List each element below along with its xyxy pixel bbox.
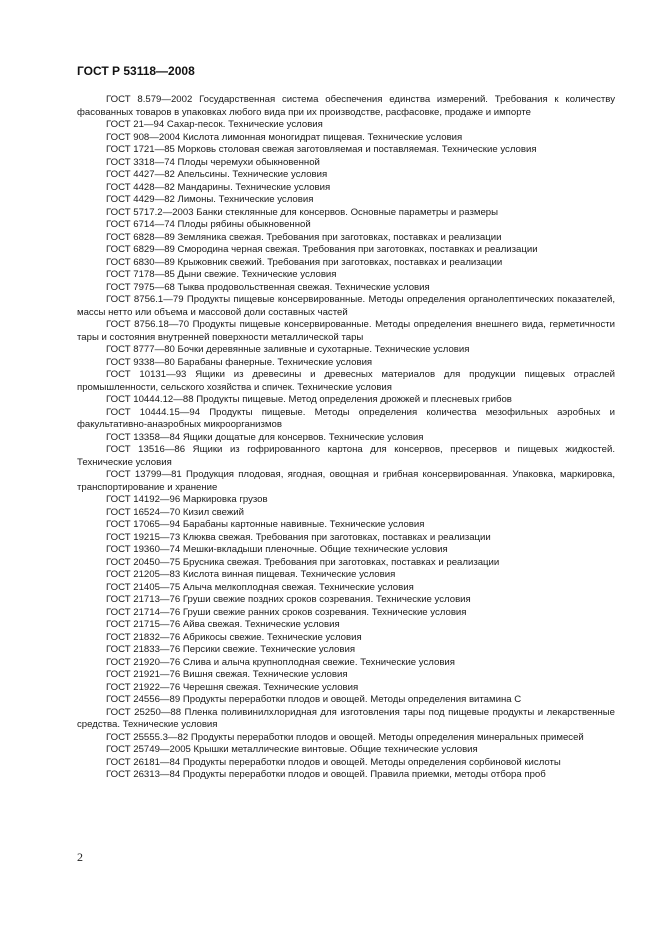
normative-references-list (77, 94, 615, 782)
reference-entry: ГОСТ 19215—73 Клюква свежая. Требования при заготовках, поставках и реализации (106, 531, 491, 543)
reference-entry: ГОСТ 13799—81 Продукция плодовая, ягодная, овощная и грибная консервированная. Упаковка, маркировка, транспортирование и хранение (77, 469, 615, 493)
reference-entry: ГОСТ 8.579—2002 Государственная система обеспечения единства измерений. Требования к количеству фасованных товаров в упаковках любого вида при их производстве, расфасовке, продаже и импорте (77, 94, 615, 118)
reference-entry: ГОСТ 21833—76 Персики свежие. Технические условия (106, 644, 356, 655)
reference-entry: ГОСТ 24556—89 Продукты переработки плодов и овощей. Методы определения витамина С (106, 694, 522, 705)
reference-entry: ГОСТ 21713—76 Груши свежие поздних сроков созревания. Технические условия (106, 594, 471, 605)
reference-entry: ГОСТ 26181—84 Продукты переработки плодов и овощей. Методы определения сорбиновой кислоты (106, 756, 561, 768)
reference-entry: ГОСТ 14192—96 Маркировка грузов (106, 494, 268, 505)
reference-entry: ГОСТ 19360—74 Мешки-вкладыши пленочные. Общие технические условия (106, 544, 448, 555)
reference-entry: ГОСТ 6830—89 Крыжовник свежий. Требования при заготовках, поставках и реализации (106, 256, 503, 268)
reference-entry: ГОСТ 21714—76 Груши свежие ранних сроков созревания. Технические условия (106, 606, 467, 618)
reference-entry: ГОСТ 25749—2005 Крышки металлические винтовые. Общие технические условия (106, 744, 478, 755)
reference-entry: ГОСТ 16524—70 Кизил свежий (106, 506, 244, 518)
reference-entry: ГОСТ 10131—93 Ящики из древесины и древесных материалов для продукции пищевых отраслей промышленности, сельского хозяйства и спичек. Технические условия (77, 369, 615, 393)
reference-entry: ГОСТ 3318—74 Плоды черемухи обыкновенной (106, 156, 320, 168)
reference-entry: ГОСТ 6714—74 Плоды рябины обыкновенной (106, 219, 311, 230)
reference-entry: ГОСТ 908—2004 Кислота лимонная моногидрат пищевая. Технические условия (106, 131, 463, 143)
reference-entry: ГОСТ 4429—82 Лимоны. Технические условия (106, 194, 314, 205)
reference-entry: ГОСТ 7975—68 Тыква продовольственная свежая. Технические условия (106, 281, 430, 293)
reference-entry: ГОСТ 6829—89 Смородина черная свежая. Требования при заготовках, поставках и реализации (106, 244, 538, 255)
reference-entry: ГОСТ 21715—76 Айва свежая. Технические условия (106, 619, 340, 630)
reference-entry: ГОСТ 8756.1—79 Продукты пищевые консервированные. Методы определения органолептических показателей, массы нетто или объема и массовой доли составных частей (77, 294, 615, 318)
reference-entry: ГОСТ 6828—89 Земляника свежая. Требования при заготовках, поставках и реализации (106, 231, 502, 243)
reference-entry: ГОСТ 26313—84 Продукты переработки плодов и овощей. Правила приемки, методы отбора проб (106, 769, 546, 780)
reference-entry: ГОСТ 25250—88 Пленка поливинилхлоридная для изготовления тары под пищевые продукты и лекарственные средства. Технические условия (77, 706, 615, 730)
reference-entry: ГОСТ 13358—84 Ящики дощатые для консервов. Технические условия (106, 431, 424, 443)
reference-entry: ГОСТ 5717.2—2003 Банки стеклянные для консервов. Основные параметры и размеры (106, 206, 499, 218)
page-number: 2 (77, 850, 83, 864)
reference-entry: ГОСТ 1721—85 Морковь столовая свежая заготовляемая и поставляемая. Технические условия (106, 144, 537, 155)
reference-entry: ГОСТ 4428—82 Мандарины. Технические условия (106, 181, 331, 193)
reference-entry: ГОСТ 4427—82 Апельсины. Технические условия (106, 169, 328, 180)
reference-entry: ГОСТ 21405—75 Алыча мелкоплодная свежая. Технические условия (106, 581, 414, 593)
reference-entry: ГОСТ 13516—86 Ящики из гофрированного картона для консервов, пресервов и пищевых жидкостей. Технические условия (77, 444, 615, 468)
reference-entry: ГОСТ 10444.15—94 Продукты пищевые. Методы определения количества мезофильных аэробных и факультативно-анаэробных микроорганизмов (77, 406, 615, 430)
reference-entry: ГОСТ 21—94 Сахар-песок. Технические условия (106, 119, 323, 130)
reference-entry: ГОСТ 10444.12—88 Продукты пищевые. Метод определения дрожжей и плесневых грибов (106, 394, 512, 405)
reference-entry: ГОСТ 21832—76 Абрикосы свежие. Технические условия (106, 631, 362, 643)
reference-entry: ГОСТ 21920—76 Слива и алыча крупноплодная свежие. Технические условия (106, 656, 455, 668)
page-header-title: ГОСТ Р 53118—2008 (77, 64, 195, 78)
reference-entry: ГОСТ 17065—94 Барабаны картонные навивные. Технические условия (106, 519, 425, 530)
reference-entry: ГОСТ 7178—85 Дыни свежие. Технические условия (106, 269, 337, 280)
reference-entry: ГОСТ 21921—76 Вишня свежая. Технические условия (106, 669, 348, 680)
reference-entry: ГОСТ 9338—80 Барабаны фанерные. Технические условия (106, 356, 373, 368)
reference-entry: ГОСТ 20450—75 Брусника свежая. Требования при заготовках, поставках и реализации (106, 556, 500, 568)
reference-entry: ГОСТ 8756.18—70 Продукты пищевые консервированные. Методы определения внешнего вида, герметичности тары и состояния внутренней поверхности металлической тары (77, 319, 615, 343)
reference-entry: ГОСТ 21205—83 Кислота винная пищевая. Технические условия (106, 569, 396, 580)
reference-entry: ГОСТ 25555.3—82 Продукты переработки плодов и овощей. Методы определения минеральных примесей (106, 731, 584, 743)
reference-entry: ГОСТ 8777—80 Бочки деревянные заливные и сухотарные. Технические условия (106, 344, 470, 355)
reference-entry: ГОСТ 21922—76 Черешня свежая. Технические условия (106, 681, 359, 693)
